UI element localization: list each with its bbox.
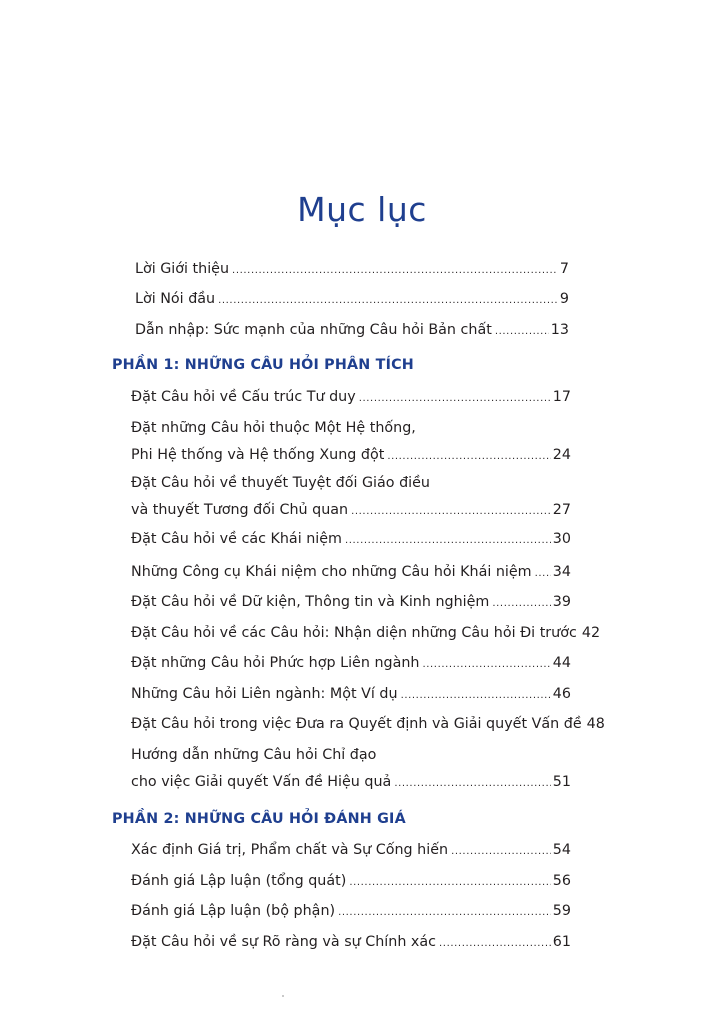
- dot-leader: [439, 932, 551, 954]
- toc-entry-title: Dẫn nhập: Sức mạnh của những Câu hỏi Bản chất: [135, 322, 492, 338]
- section-heading: PHẦN 2: NHỮNG CÂU HỎI ĐÁNH GIÁ: [112, 811, 406, 827]
- dot-leader: [351, 500, 551, 522]
- toc-entry-body: [131, 684, 571, 706]
- dot-leader: [345, 529, 551, 551]
- dot-leader: [401, 684, 551, 706]
- dot-leader: [387, 445, 550, 467]
- toc-page-number: 42: [581, 625, 601, 641]
- toc-entry-title: Lời Nói đầu: [135, 291, 216, 307]
- dot-leader: [349, 871, 550, 893]
- toc-page-number: 56: [552, 873, 571, 889]
- toc-entry-title-line: Đặt những Câu hỏi thuộc Một Hệ thống,: [131, 420, 416, 436]
- toc-entry-body: [131, 745, 571, 794]
- toc-entry-title: Đánh giá Lập luận (bộ phận): [131, 903, 336, 919]
- page-title: Mục lục: [297, 190, 427, 229]
- toc-entry-title: Xác định Giá trị, Phẩm chất và Sự Cống hiến: [131, 842, 449, 858]
- toc-entry-body: [131, 623, 601, 645]
- toc-page-number: 13: [550, 322, 569, 338]
- toc-page-number: 30: [552, 531, 571, 547]
- toc-page-number: 44: [552, 655, 571, 671]
- toc-page-number: 59: [552, 903, 571, 919]
- section-heading: PHẦN 1: NHỮNG CÂU HỎI PHÂN TÍCH: [112, 357, 414, 373]
- dot-leader: [394, 772, 550, 794]
- toc-entry-body: [131, 529, 571, 551]
- dot-leader: [535, 562, 551, 584]
- toc-entry-title: Phi Hệ thống và Hệ thống Xung đột: [131, 447, 385, 463]
- toc-page-number: 48: [586, 716, 605, 732]
- dot-leader: [495, 320, 549, 342]
- toc-entry-body: [135, 259, 569, 281]
- toc-page-number: 51: [552, 774, 571, 790]
- toc-entry-title: Đặt Câu hỏi trong việc Đưa ra Quyết định và Giải quyết Vấn đề: [131, 716, 582, 732]
- toc-entry-body: [131, 840, 571, 862]
- toc-entry-title: Đặt Câu hỏi về Dữ kiện, Thông tin và Kinh nghiệm: [131, 594, 490, 610]
- toc-entry-title: Đặt những Câu hỏi Phức hợp Liên ngành: [131, 655, 420, 671]
- toc-page-number: 9: [559, 291, 569, 307]
- toc-entry-title: Đặt Câu hỏi về các Khái niệm: [131, 531, 342, 547]
- dot-leader: [359, 387, 551, 409]
- toc-entry-title: Đặt Câu hỏi về các Câu hỏi: Nhận diện những Câu hỏi Đi trước: [131, 625, 577, 641]
- toc-page-number: 39: [552, 594, 571, 610]
- toc-entry-body: [131, 653, 571, 675]
- toc-page-number: 7: [559, 261, 569, 277]
- dot-leader: [422, 653, 550, 675]
- scan-speck: [282, 995, 284, 997]
- dot-leader: [338, 901, 551, 923]
- toc-entry-body: [135, 320, 569, 342]
- dot-leader: [218, 289, 558, 311]
- dot-leader: [232, 259, 558, 281]
- toc-entry-title-line: Hướng dẫn những Câu hỏi Chỉ đạo: [131, 747, 377, 763]
- toc-entry-title: Những Câu hỏi Liên ngành: Một Ví dụ: [131, 686, 398, 702]
- toc-entry-body: [135, 289, 569, 311]
- toc-entry-body: [131, 592, 571, 614]
- toc-page-number: 27: [552, 502, 571, 518]
- toc-entry-title: Những Công cụ Khái niệm cho những Câu hỏi Khái niệm: [131, 564, 532, 580]
- toc-entry-title: Đặt Câu hỏi về sự Rõ ràng và sự Chính xác: [131, 934, 437, 950]
- toc-page-number: 54: [552, 842, 571, 858]
- toc-entry-title: Đặt Câu hỏi về Cấu trúc Tư duy: [131, 389, 356, 405]
- toc-entry-title: và thuyết Tương đối Chủ quan: [131, 502, 349, 518]
- dot-leader: [451, 840, 551, 862]
- toc-entry-title: Đánh giá Lập luận (tổng quát): [131, 873, 347, 889]
- dot-leader: [492, 592, 550, 614]
- toc-page-number: 34: [552, 564, 571, 580]
- toc-entry-title: Lời Giới thiệu: [135, 261, 230, 277]
- toc-page-number: 61: [552, 934, 571, 950]
- toc-entry-title: cho việc Giải quyết Vấn đề Hiệu quả: [131, 774, 392, 790]
- toc-entry-body: [131, 473, 571, 522]
- toc-entry-body: [131, 562, 571, 584]
- toc-page-number: 24: [552, 447, 571, 463]
- toc-entry-title-line: Đặt Câu hỏi về thuyết Tuyệt đối Giáo điều: [131, 475, 430, 491]
- toc-entry-body: [131, 714, 605, 736]
- toc-entry-body: [131, 871, 571, 893]
- toc-entry-body: [131, 387, 571, 409]
- toc-page-number: 17: [552, 389, 571, 405]
- toc-entry-body: [131, 418, 571, 467]
- toc-entry-body: [131, 901, 571, 923]
- toc-page-number: 46: [552, 686, 571, 702]
- toc-entry-body: [131, 932, 571, 954]
